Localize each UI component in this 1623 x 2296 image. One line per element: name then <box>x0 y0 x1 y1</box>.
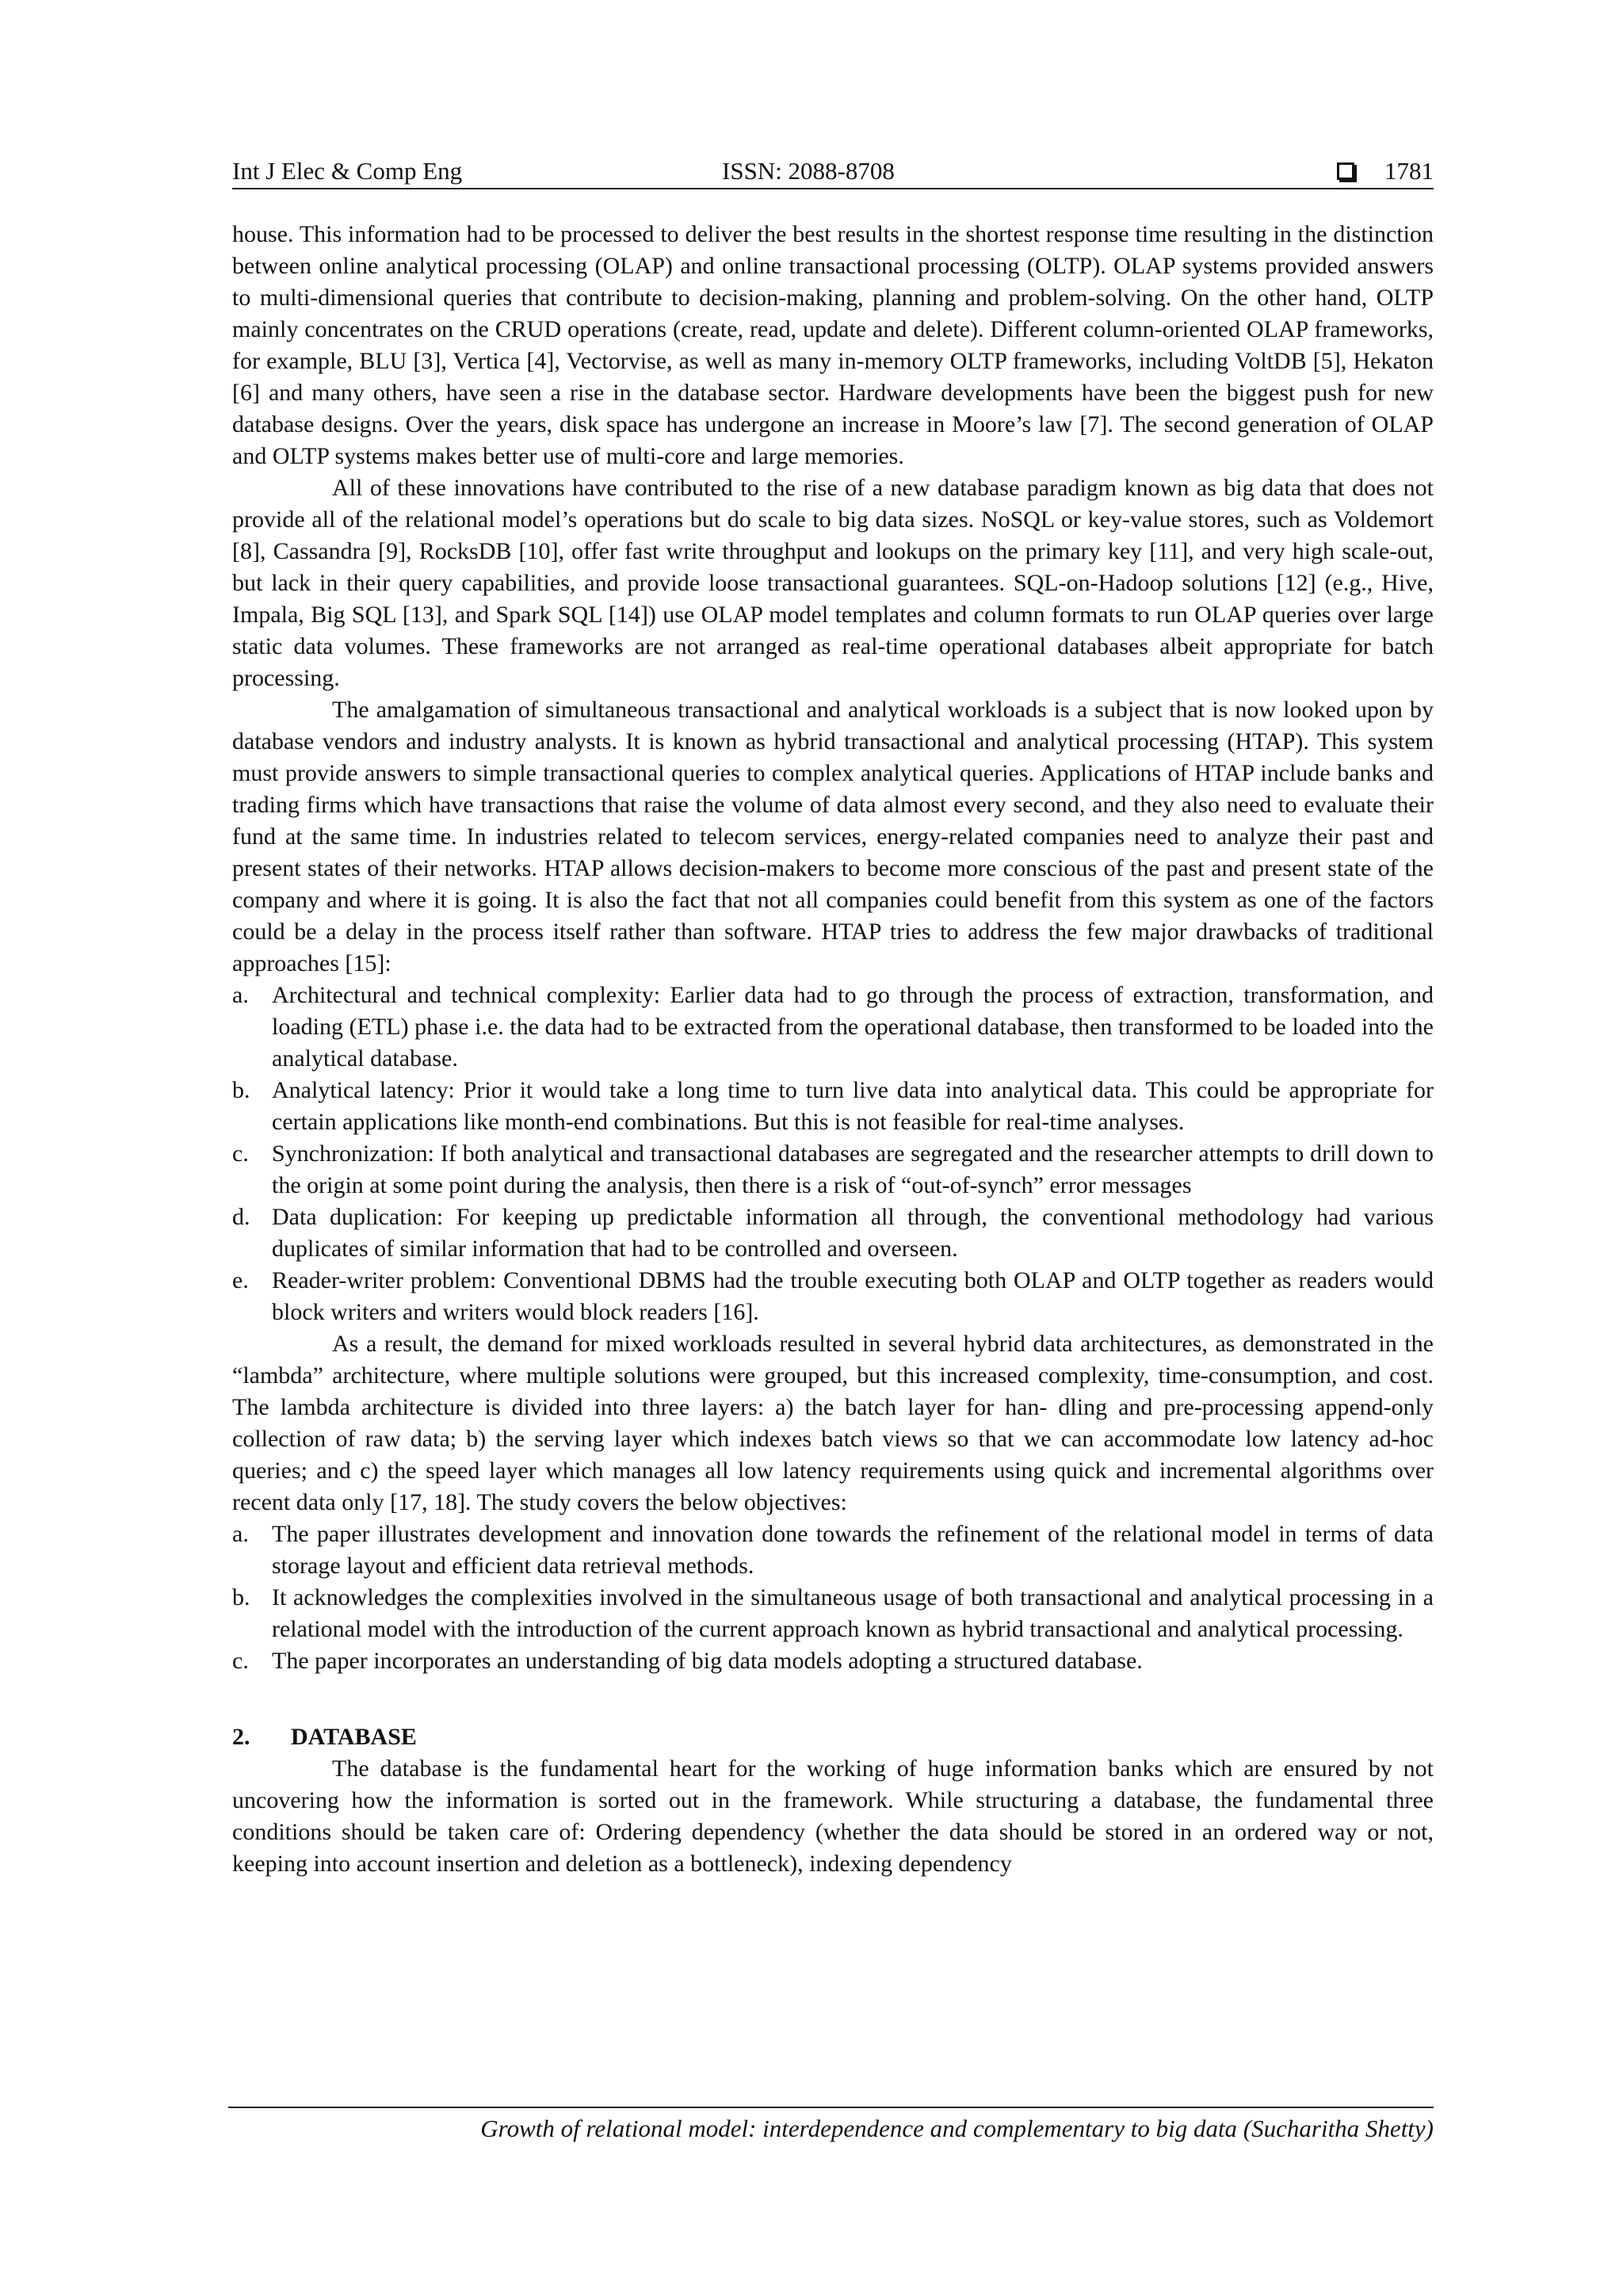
list-marker: e. <box>232 1267 249 1293</box>
page-number: 1781 <box>1384 157 1434 185</box>
list-marker: b. <box>232 1584 250 1610</box>
running-footer: Growth of relational model: interdependence and complementary to big data (Sucharitha Shetty) <box>480 2115 1434 2142</box>
page-header <box>232 151 1434 189</box>
list-marker: a. <box>232 1521 249 1547</box>
paragraph-4: As a result, the demand for mixed workloads resulted in several hybrid data architectures, as demonstrated in the “lambda” architecture, where multiple solutions were grouped, but this increased complexity, time-consumption, and cost. The lambda architecture is divided into three layers: a) the batch layer for han- dling and pre-processing append-only collection of raw data; b) the serving layer which indexes batch views so that we can accommodate low latency ad-hoc queries; and c) the speed layer which manages all low latency requirements using quick and incremental algorithms over recent data only [17, 18]. The study covers the below objectives: <box>232 1331 1434 1515</box>
paragraph-5: The database is the fundamental heart for the working of huge information banks which are ensured by not uncovering how the information is sorted out in the framework. While structuring a database, the fundamental three conditions should be taken care of: Ordering dependency (whether the data should be stored in an ordered way or not, keeping into account insertion and deletion as a bottleneck), indexing dependency <box>232 1755 1434 1877</box>
list-text: Data duplication: For keeping up predictable information all through, the conventional methodology had various duplicates of similar information that had to be controlled and overseen. <box>272 1204 1434 1262</box>
list-item <box>232 1138 1434 1201</box>
list-item <box>232 980 1434 1075</box>
objectives-list <box>232 1519 1434 1677</box>
section-title: DATABASE <box>291 1724 417 1750</box>
paragraph-3: The amalgamation of simultaneous transactional and analytical workloads is a subject that is now looked upon by database vendors and industry analysts. It is known as hybrid transactional and analytical processing (HTAP). This system must provide answers to simple transactional queries to complex analytical queries. Applications of HTAP include banks and trading firms which have transactions that raise the volume of data almost every second, and they also need to evaluate their fund at the same time. In industries related to telecom services, energy-related companies need to analyze their past and present states of their networks. HTAP allows decision-makers to become more conscious of the past and present state of the company and where it is going. It is also the fact that not all companies could benefit from this system as one of the factors could be a delay in the process itself rather than software. HTAP tries to address the few major drawbacks of traditional approaches [15]: <box>232 697 1434 976</box>
list-marker: c. <box>232 1648 249 1674</box>
list-text: It acknowledges the complexities involved in the simultaneous usage of both transactional and analytical processing in a relational model with the introduction of the current approach known as hybrid transactional and analytical processing. <box>272 1584 1434 1642</box>
paragraph-1: house. This information had to be processed to deliver the best results in the shortest response time resulting in the distinction between online analytical processing (OLAP) and online transactional processing (OLTP). OLAP systems provided answers to multi-dimensional queries that contribute to decision-making, planning and problem-solving. On the other hand, OLTP mainly concentrates on the CRUD operations (create, read, update and delete). Different column-oriented OLAP frameworks, for example, BLU [3], Vertica [4], Vectorvise, as well as many in-memory OLTP frameworks, including VoltDB [5], Hekaton [6] and many others, have seen a rise in the database sector. Hardware developments have been the biggest push for new database designs. Over the years, disk space has undergone an increase in Moore’s law [7]. The second generation of OLAP and OLTP systems makes better use of multi-core and large memories. <box>232 221 1434 469</box>
list-text: Analytical latency: Prior it would take a long time to turn live data into analytical data. This could be appropriate for certain applications like month-end combinations. But this is not feasible for real-time analyses. <box>272 1077 1434 1135</box>
list-text: The paper incorporates an understanding of big data models adopting a structured database. <box>272 1648 1143 1674</box>
drawbacks-list <box>232 980 1434 1328</box>
section-number: 2. <box>232 1724 250 1750</box>
square-bullet-icon <box>1337 162 1354 180</box>
list-item <box>232 1201 1434 1265</box>
list-text: Reader-writer problem: Conventional DBMS had the trouble executing both OLAP and OLTP together as readers would block writers and writers would block readers [16]. <box>272 1267 1434 1325</box>
issn: ISSN: 2088-8708 <box>722 157 895 185</box>
list-text: Architectural and technical complexity: Earlier data had to go through the process of extraction, transformation, and loading (ETL) phase i.e. the data had to be extracted from the operational database, then transformed to be loaded into the analytical database. <box>272 982 1434 1072</box>
list-marker: d. <box>232 1204 250 1230</box>
section-heading <box>232 1721 1434 1753</box>
page-number-group <box>1337 155 1434 187</box>
list-item <box>232 1519 1434 1582</box>
list-item <box>232 1582 1434 1645</box>
list-item <box>232 1645 1434 1677</box>
list-item <box>232 1265 1434 1328</box>
list-item <box>232 1075 1434 1138</box>
paper-page <box>232 151 1434 1877</box>
header-rule <box>232 188 1434 189</box>
article-body <box>232 219 1434 1880</box>
footer-rule <box>228 2107 1434 2108</box>
list-text: The paper illustrates development and innovation done towards the refinement of the relational model in terms of data storage layout and efficient data retrieval methods. <box>272 1521 1434 1579</box>
list-marker: b. <box>232 1077 250 1103</box>
list-marker: a. <box>232 982 249 1008</box>
list-marker: c. <box>232 1140 249 1167</box>
paragraph-2: All of these innovations have contributed to the rise of a new database paradigm known as big data that does not provide all of the relational model’s operations but do scale to big data sizes. NoSQL or key-value stores, such as Voldemort [8], Cassandra [9], RocksDB [10], offer fast write throughput and lookups on the primary key [11], and very high scale-out, but lack in their query capabilities, and provide loose transactional guarantees. SQL-on-Hadoop solutions [12] (e.g., Hive, Impala, Big SQL [13], and Spark SQL [14]) use OLAP model templates and column formats to run OLAP queries over large static data volumes. These frameworks are not arranged as real-time operational databases albeit appropriate for batch processing. <box>232 475 1434 691</box>
list-text: Synchronization: If both analytical and transactional databases are segregated and the researcher attempts to drill down to the origin at some point during the analysis, then there is a risk of “out-of-synch” error messages <box>272 1140 1434 1198</box>
journal-name: Int J Elec & Comp Eng <box>232 157 463 185</box>
